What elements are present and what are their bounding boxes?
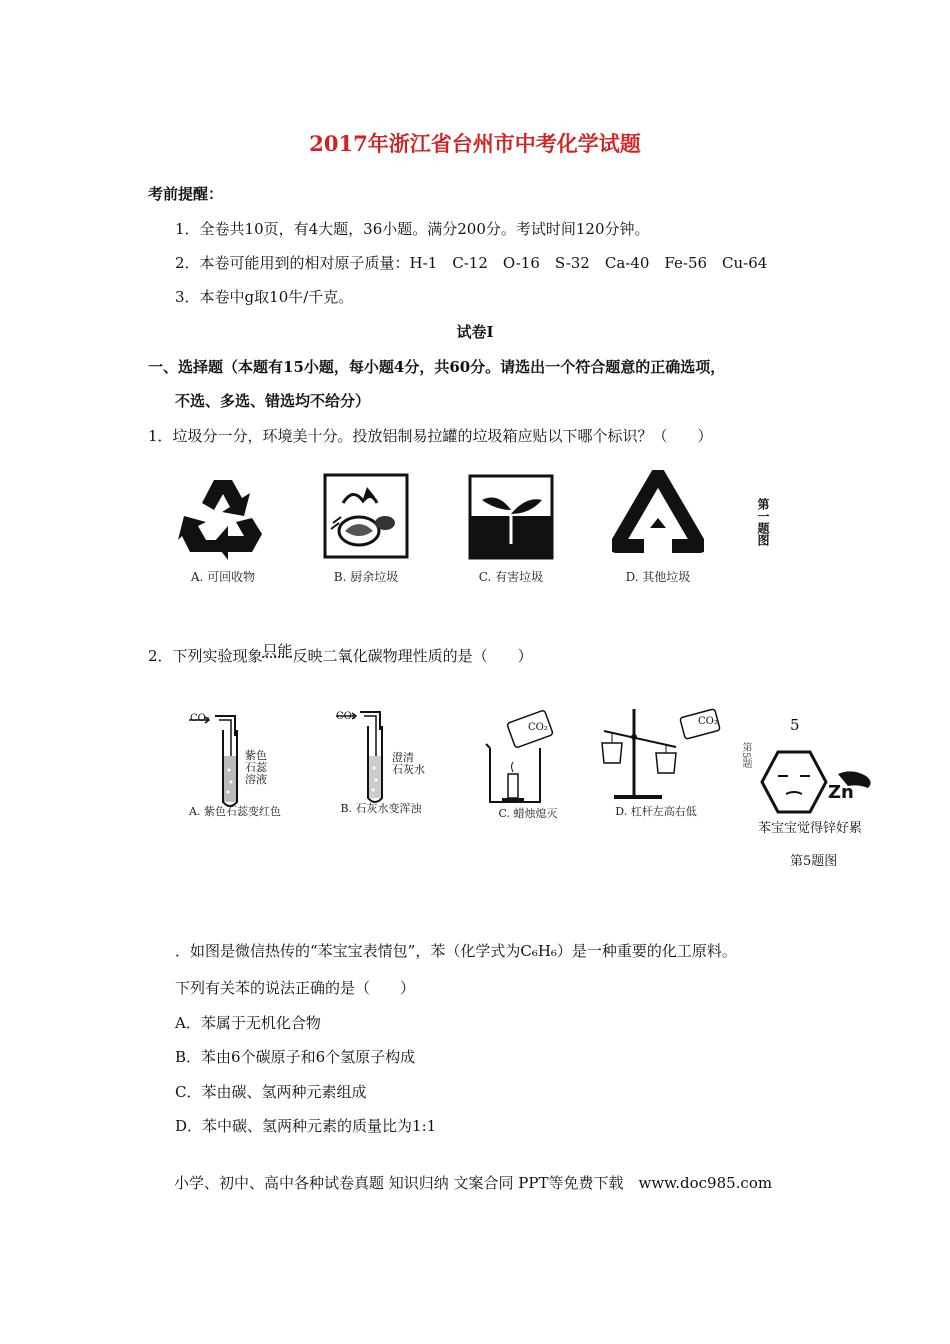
question-5-prompt: 下列有关苯的说法正确的是（ ） xyxy=(175,979,416,997)
option-label: A. 可回收物 xyxy=(190,570,256,584)
option-label: A. 紫色石蕊变红色 xyxy=(189,805,281,818)
test-tube-apparatus-a xyxy=(185,710,285,810)
option-label: B. 厨余垃圾 xyxy=(333,570,399,584)
liquid-label: 澄清 石灰水 xyxy=(392,751,425,776)
notice-item: 2．本卷可能用到的相对原子质量：H-1 C-12 O-16 S-32 Ca-40 Fe-56 Cu-64 xyxy=(175,254,768,272)
page-footer[interactable]: 小学、初中、高中各种试卷真题 知识归纳 文案合同 PPT等免费下载 www.doc985.com xyxy=(174,1174,773,1192)
notice-heading: 考前提醒： xyxy=(148,185,224,203)
figure-number: 5 xyxy=(790,716,800,734)
option-label: D. 其他垃圾 xyxy=(625,570,691,584)
paper-label: 试卷Ⅰ xyxy=(456,323,494,341)
zinc-symbol: Zn xyxy=(828,782,854,803)
figure-caption-top: 苯宝宝觉得锌好累 xyxy=(758,821,863,836)
page-title: 2017年浙江省台州市中考化学试题 xyxy=(309,131,641,156)
co2-label: CO₂ xyxy=(190,713,210,724)
option-label: C. 有害垃圾 xyxy=(478,570,544,584)
question-2-text: 2．下列实验现象 xyxy=(148,647,263,665)
question-1: 1．垃圾分一分，环境美十分。投放铝制易拉罐的垃圾箱应贴以下哪个标识？（ ） xyxy=(148,427,713,445)
question-5-option: D．苯中碳、氢两种元素的质量比为1:1 xyxy=(175,1117,437,1135)
question-2-emphasis: 只能 xyxy=(262,642,293,660)
figure-side-label: 第一题图 xyxy=(756,498,770,546)
figure-side-text: 第5题 xyxy=(740,742,751,769)
option-label: B. 石灰水变浑浊 xyxy=(340,802,422,815)
question-2-text-end: 反映二氧化碳物理性质的是（ ） xyxy=(292,647,533,665)
question-5-option: B．苯由6个碳原子和6个氢原子构成 xyxy=(175,1048,416,1066)
section-heading-cont: 不选、多选、错选均不给分） xyxy=(175,392,371,410)
other-waste-icon xyxy=(612,470,704,560)
question-5-option: C．苯由碳、氢两种元素组成 xyxy=(175,1083,367,1101)
liquid-label: 紫色 石蕊 溶液 xyxy=(245,749,267,786)
co2-label: CO₂ xyxy=(528,722,548,733)
question-2 xyxy=(148,642,533,666)
recycle-icon xyxy=(178,472,268,562)
notice-item: 3．本卷中g取10牛/千克。 xyxy=(175,288,354,306)
benzene-face-icon xyxy=(760,750,828,814)
option-label: D. 杠杆左高右低 xyxy=(615,805,697,818)
section-heading: 一、选择题（本题有15小题，每小题4分，共60分。请选出一个符合题意的正确选项， xyxy=(148,358,726,376)
question-5: ．如图是微信热传的“苯宝宝表情包”，苯（化学式为C₆H₆）是一种重要的化工原料。 xyxy=(175,942,737,960)
notice-item: 1．全卷共10页，有4大题，36小题。满分200分。考试时间120分钟。 xyxy=(175,220,650,238)
co2-label: CO₂ xyxy=(698,716,718,727)
option-label: C. 蜡烛熄灭 xyxy=(498,807,558,820)
figure-caption: 第5题图 xyxy=(790,854,838,869)
food-waste-icon xyxy=(323,473,409,559)
co2-label: CO₂ xyxy=(336,711,356,722)
hazardous-waste-icon xyxy=(468,474,554,560)
question-5-option: A．苯属于无机化合物 xyxy=(175,1014,321,1032)
